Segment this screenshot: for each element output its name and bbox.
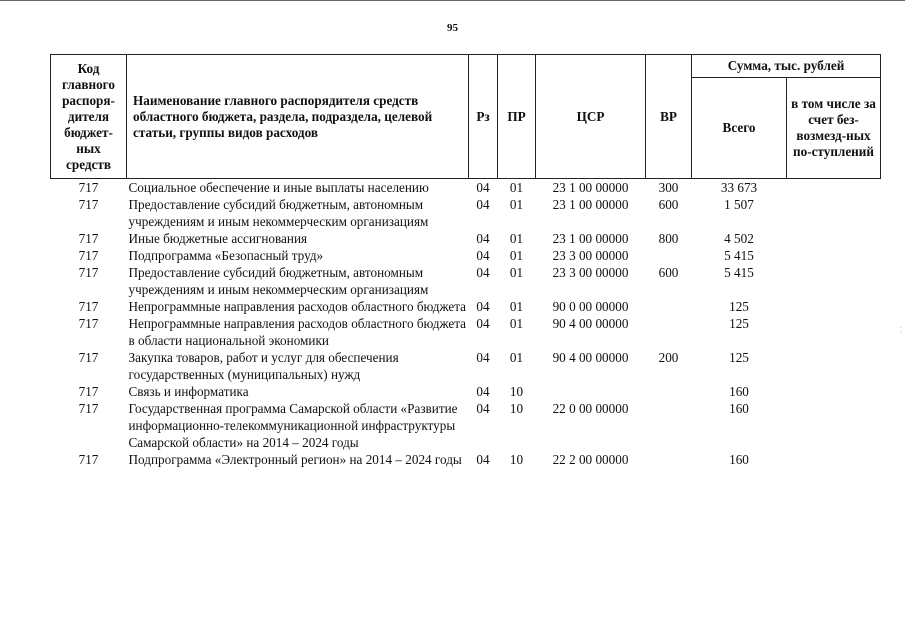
row-csr: 90 0 00 00000 <box>552 299 629 314</box>
row-vr: 600 <box>658 265 679 280</box>
row-code: 717 <box>78 299 99 314</box>
table-body <box>51 179 881 469</box>
table-header <box>51 55 881 179</box>
scan-artifact: ⋮ <box>897 326 905 335</box>
row-total: 160 <box>729 384 749 399</box>
row-csr <box>536 383 646 400</box>
header-name: Наименование главного распорядителя средств областного бюджета, раздела, подраздела, целевой статьи, группы видов расходов <box>127 55 469 179</box>
row-total: 125 <box>729 316 749 331</box>
row-free <box>787 451 881 468</box>
row-name: Иные бюджетные ассигнования <box>128 231 308 246</box>
table-row <box>51 247 881 264</box>
row-name: Предоставление субсидий бюджетным, автономным учреждениям и иным некоммерческим организациям <box>128 197 429 229</box>
row-code: 717 <box>78 452 99 467</box>
row-name: Государственная программа Самарской области «Развитие информационно-телекоммуникационной инфраструктуры Самарской области» на 2014 – 2024 годы <box>128 401 458 450</box>
row-csr: 23 3 00 00000 <box>552 265 629 280</box>
row-code: 717 <box>78 248 99 263</box>
row-free <box>787 230 881 247</box>
row-free <box>787 349 881 383</box>
row-code: 717 <box>78 180 99 195</box>
row-rz: 04 <box>476 452 490 467</box>
top-rule <box>0 0 905 1</box>
row-name: Подпрограмма «Безопасный труд» <box>128 248 324 263</box>
row-pr: 01 <box>509 197 524 212</box>
row-name: Непрограммные направления расходов областного бюджета <box>128 299 467 314</box>
table-row <box>51 196 881 230</box>
row-code: 717 <box>78 316 99 331</box>
row-free <box>787 400 881 451</box>
header-pr: ПР <box>498 55 536 179</box>
row-vr <box>646 400 692 451</box>
row-rz: 04 <box>476 180 490 195</box>
row-code: 717 <box>78 265 99 280</box>
row-vr <box>646 451 692 468</box>
row-name: Подпрограмма «Электронный регион» на 2014 – 2024 годы <box>128 452 462 467</box>
row-free <box>787 264 881 298</box>
row-csr: 22 0 00 00000 <box>552 401 629 416</box>
row-csr: 23 1 00 00000 <box>552 180 629 195</box>
table-row <box>51 400 881 451</box>
header-free: в том числе за счет без-возмезд-ных по-ступлений <box>787 78 881 179</box>
row-name: Закупка товаров, работ и услуг для обеспечения государственных (муниципальных) нужд <box>128 350 399 382</box>
row-pr: 01 <box>509 231 524 246</box>
header-sum: Сумма, тыс. рублей <box>692 55 881 78</box>
row-vr: 300 <box>658 180 679 195</box>
row-vr <box>646 247 692 264</box>
row-rz: 04 <box>476 350 490 365</box>
header-csr: ЦСР <box>536 55 646 179</box>
row-total: 160 <box>729 401 749 416</box>
row-rz: 04 <box>476 231 490 246</box>
row-pr: 01 <box>509 248 524 263</box>
row-pr: 01 <box>509 265 524 280</box>
row-rz: 04 <box>476 265 490 280</box>
page-number: 95 <box>447 22 458 34</box>
row-vr <box>646 298 692 315</box>
row-free <box>787 315 881 349</box>
row-pr: 10 <box>509 401 524 416</box>
row-code: 717 <box>78 401 99 416</box>
row-csr: 23 3 00 00000 <box>552 248 629 263</box>
table-row <box>51 315 881 349</box>
row-name: Связь и информатика <box>128 384 249 399</box>
header-rz: Рз <box>469 55 498 179</box>
row-rz: 04 <box>476 299 490 314</box>
row-total: 160 <box>729 452 749 467</box>
header-vr: ВР <box>646 55 692 179</box>
row-rz: 04 <box>476 197 490 212</box>
row-total: 5 415 <box>724 265 754 280</box>
row-csr: 22 2 00 00000 <box>552 452 629 467</box>
table-row <box>51 298 881 315</box>
table-row <box>51 349 881 383</box>
table-row <box>51 179 881 197</box>
row-pr: 01 <box>509 299 524 314</box>
row-total: 4 502 <box>724 231 754 246</box>
row-code: 717 <box>78 197 99 212</box>
row-vr: 200 <box>658 350 679 365</box>
row-pr: 01 <box>509 316 524 331</box>
row-free <box>787 179 881 197</box>
row-free <box>787 383 881 400</box>
row-rz: 04 <box>476 384 490 399</box>
row-rz: 04 <box>476 401 490 416</box>
row-vr: 600 <box>658 197 679 212</box>
row-total: 1 507 <box>724 197 754 212</box>
table-row <box>51 264 881 298</box>
row-total: 125 <box>729 299 749 314</box>
row-free <box>787 196 881 230</box>
row-csr: 23 1 00 00000 <box>552 231 629 246</box>
table-row <box>51 230 881 247</box>
row-name: Социальное обеспечение и иные выплаты населению <box>128 180 429 195</box>
row-pr: 01 <box>509 350 524 365</box>
row-total: 125 <box>729 350 749 365</box>
row-name: Непрограммные направления расходов областного бюджета в области национальной экономики <box>128 316 467 348</box>
row-pr: 10 <box>509 384 524 399</box>
row-vr: 800 <box>658 231 679 246</box>
row-pr: 01 <box>509 180 524 195</box>
table-row <box>51 451 881 468</box>
row-csr: 23 1 00 00000 <box>552 197 629 212</box>
row-rz: 04 <box>476 316 490 331</box>
row-rz: 04 <box>476 248 490 263</box>
row-total: 5 415 <box>724 248 754 263</box>
row-total: 33 673 <box>720 180 758 195</box>
row-name: Предоставление субсидий бюджетным, автономным учреждениям и иным некоммерческим организациям <box>128 265 429 297</box>
row-code: 717 <box>78 384 99 399</box>
row-free <box>787 298 881 315</box>
row-code: 717 <box>78 350 99 365</box>
row-vr <box>646 383 692 400</box>
table-row <box>51 383 881 400</box>
row-free <box>787 247 881 264</box>
header-total: Всего <box>692 78 787 179</box>
row-csr: 90 4 00 00000 <box>552 350 629 365</box>
row-code: 717 <box>78 231 99 246</box>
row-csr: 90 4 00 00000 <box>552 316 629 331</box>
row-pr: 10 <box>509 452 524 467</box>
header-code: Код главного распоря-дителя бюджет-ных средств <box>51 55 127 179</box>
row-vr <box>646 315 692 349</box>
budget-table <box>50 54 881 468</box>
